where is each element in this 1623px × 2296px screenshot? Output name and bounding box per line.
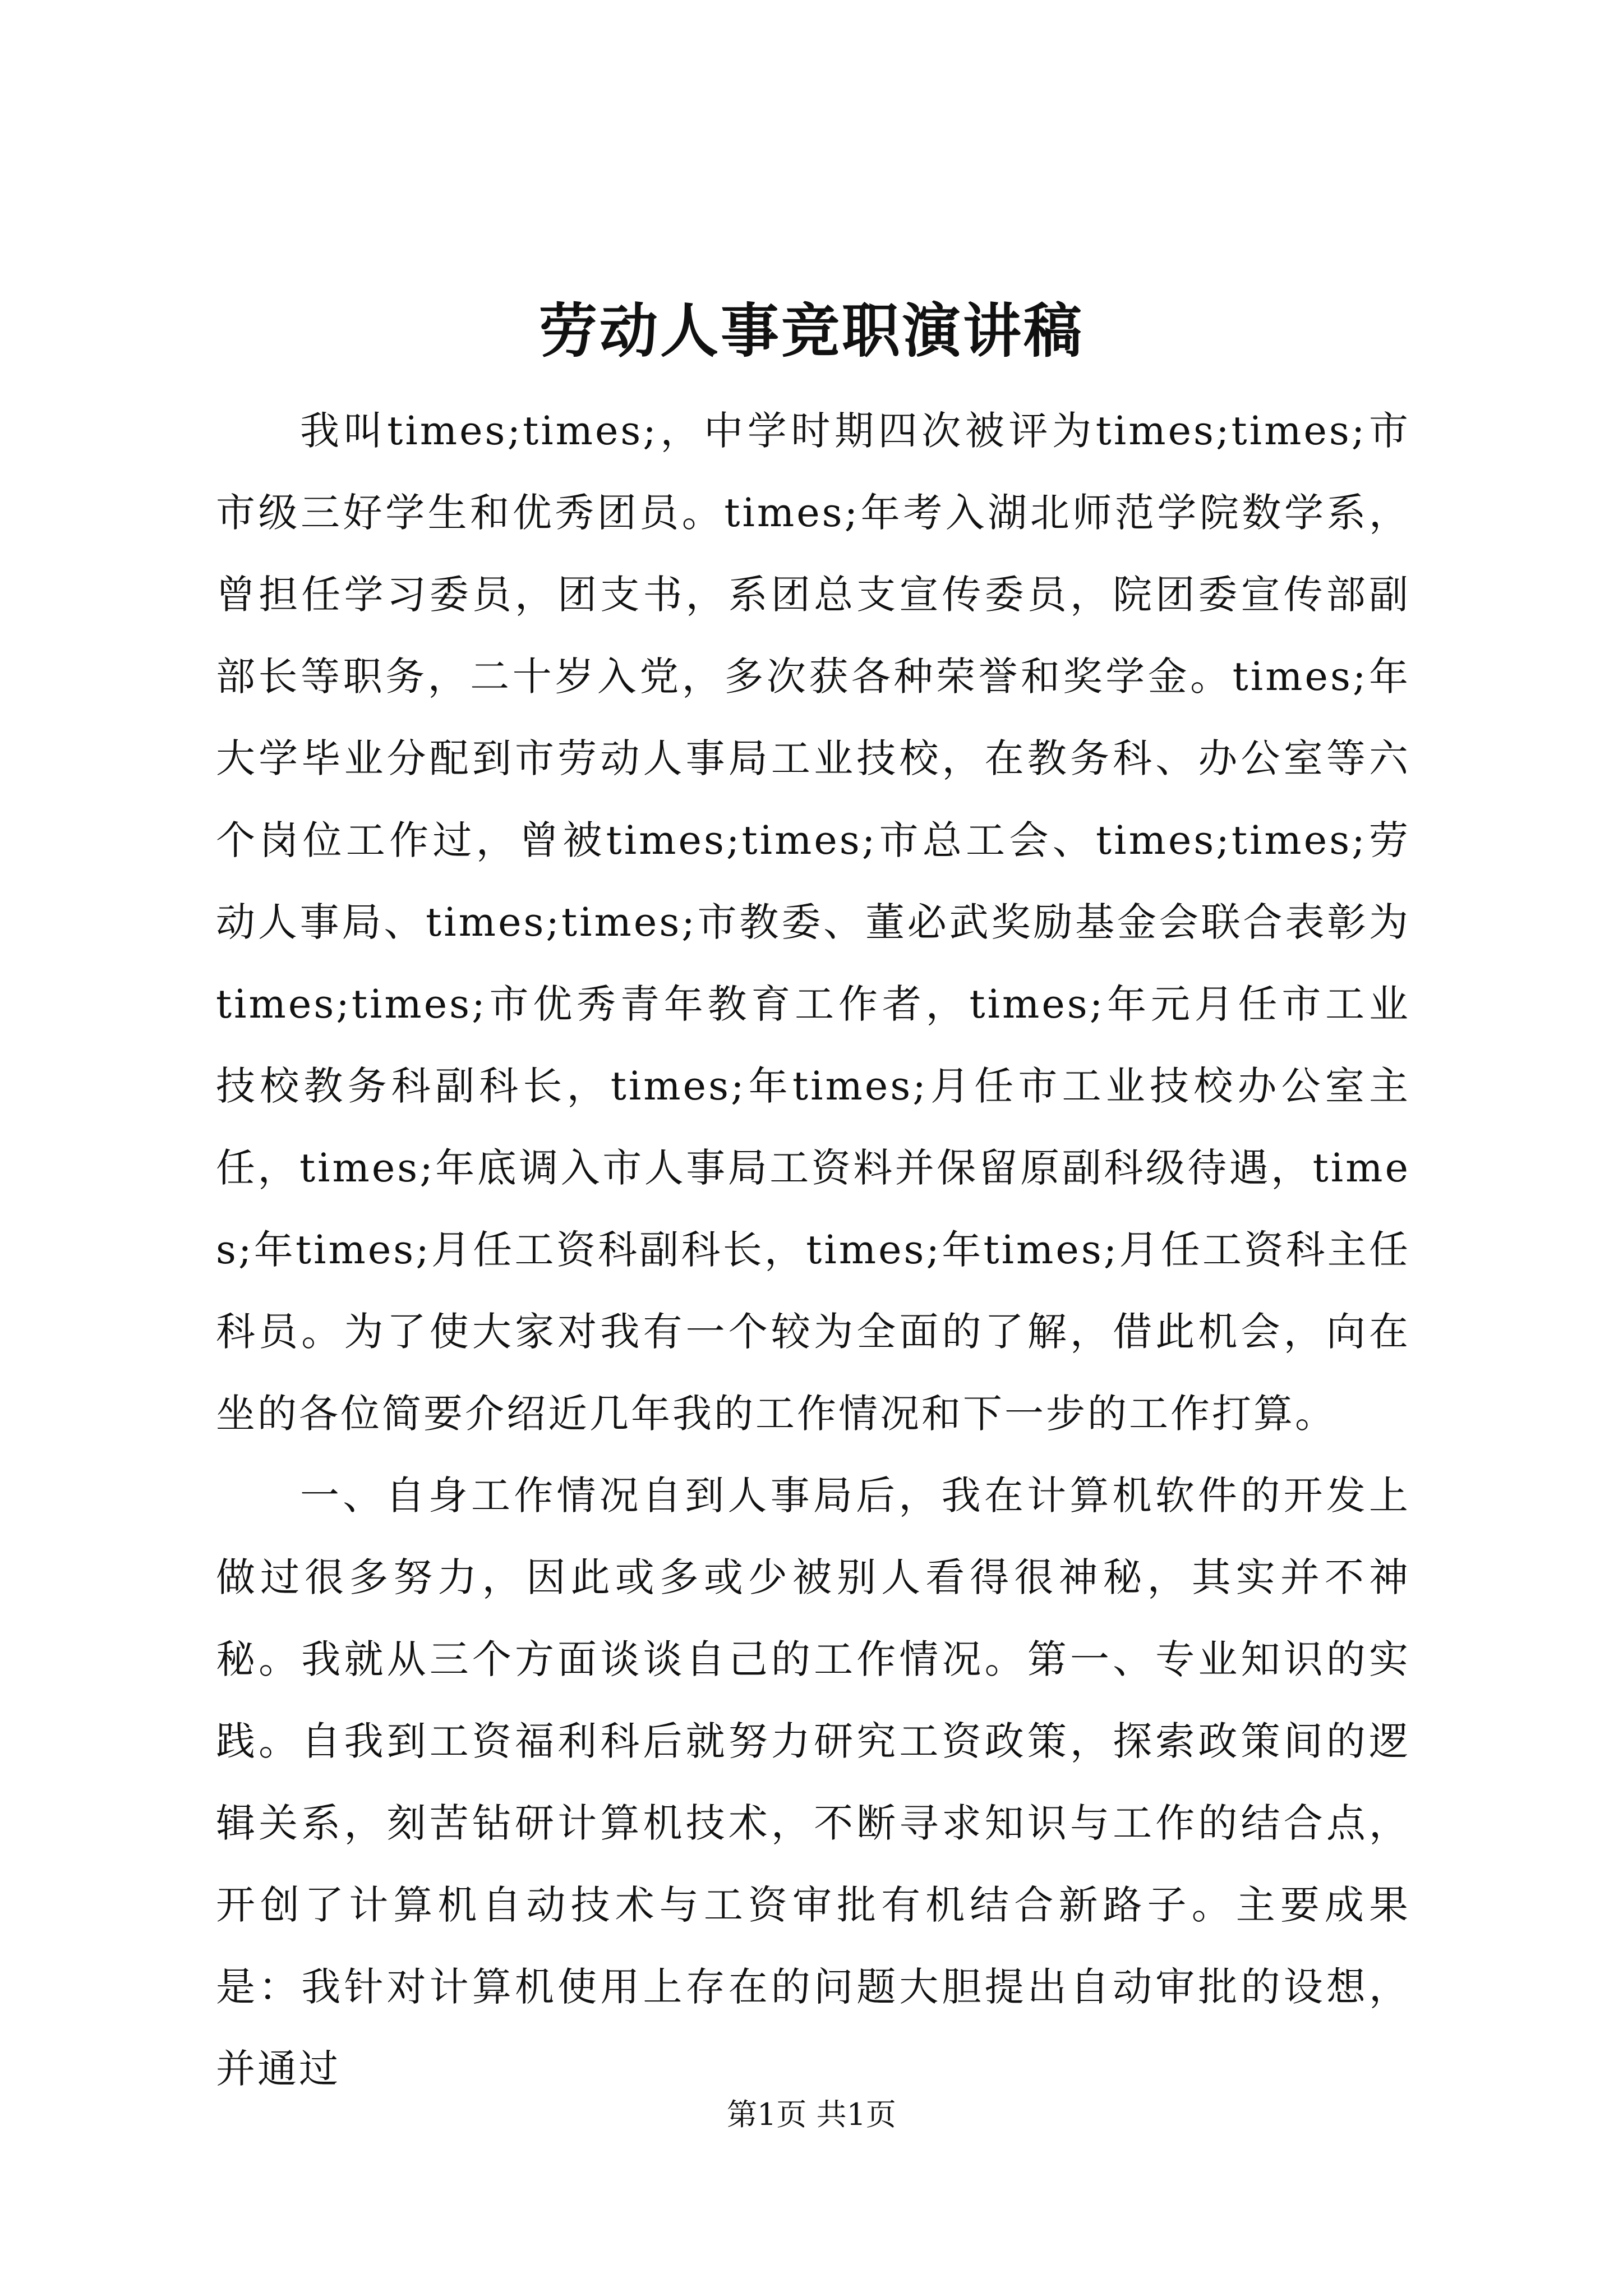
- paragraph: 我叫times;times;，中学时期四次被评为times;times;市市级三好学生和优秀团员。times;年考入湖北师范学院数学系，曾担任学习委员，团支书，系团总支宣传委员，院团委宣传部副部长等职务，二十岁入党，多次获各种荣誉和奖学金。times;年大学毕业分配到市劳动人事局工业技校，在教务科、办公室等六个岗位工作过，曾被times;times;市总工会、times;times;劳动人事局、times;times;市教委、董必武奖励基金会联合表彰为times;times;市优秀青年教育工作者，times;年元月任市工业技校教务科副科长，times;年times;月任市工业技校办公室主任，times;年底调入市人事局工资料并保留原副科级待遇，times;年times;月任工资科副科长，times;年times;月任工资科主任科员。为了使大家对我有一个较为全面的了解，借此机会，向在坐的各位简要介绍近几年我的工作情况和下一步的工作打算。: [216, 408, 1410, 1437]
- document-body: [216, 390, 1410, 2110]
- paragraph: 一、自身工作情况自到人事局后，我在计算机软件的开发上做过很多努力，因此或多或少被别人看得很神秘，其实并不神秘。我就从三个方面谈谈自己的工作情况。第一、专业知识的实践。自我到工资福利科后就努力研究工资政策，探索政策间的逻辑关系，刻苦钻研计算机技术，不断寻求知识与工作的结合点，开创了计算机自动技术与工资审批有机结合新路子。主要成果是：我针对计算机使用上存在的问题大胆提出自动审批的设想，并通过: [216, 1473, 1410, 2092]
- page-number-footer: 第1页 共1页: [727, 2097, 896, 2132]
- document-title: 劳动人事竞职演讲稿: [538, 296, 1084, 365]
